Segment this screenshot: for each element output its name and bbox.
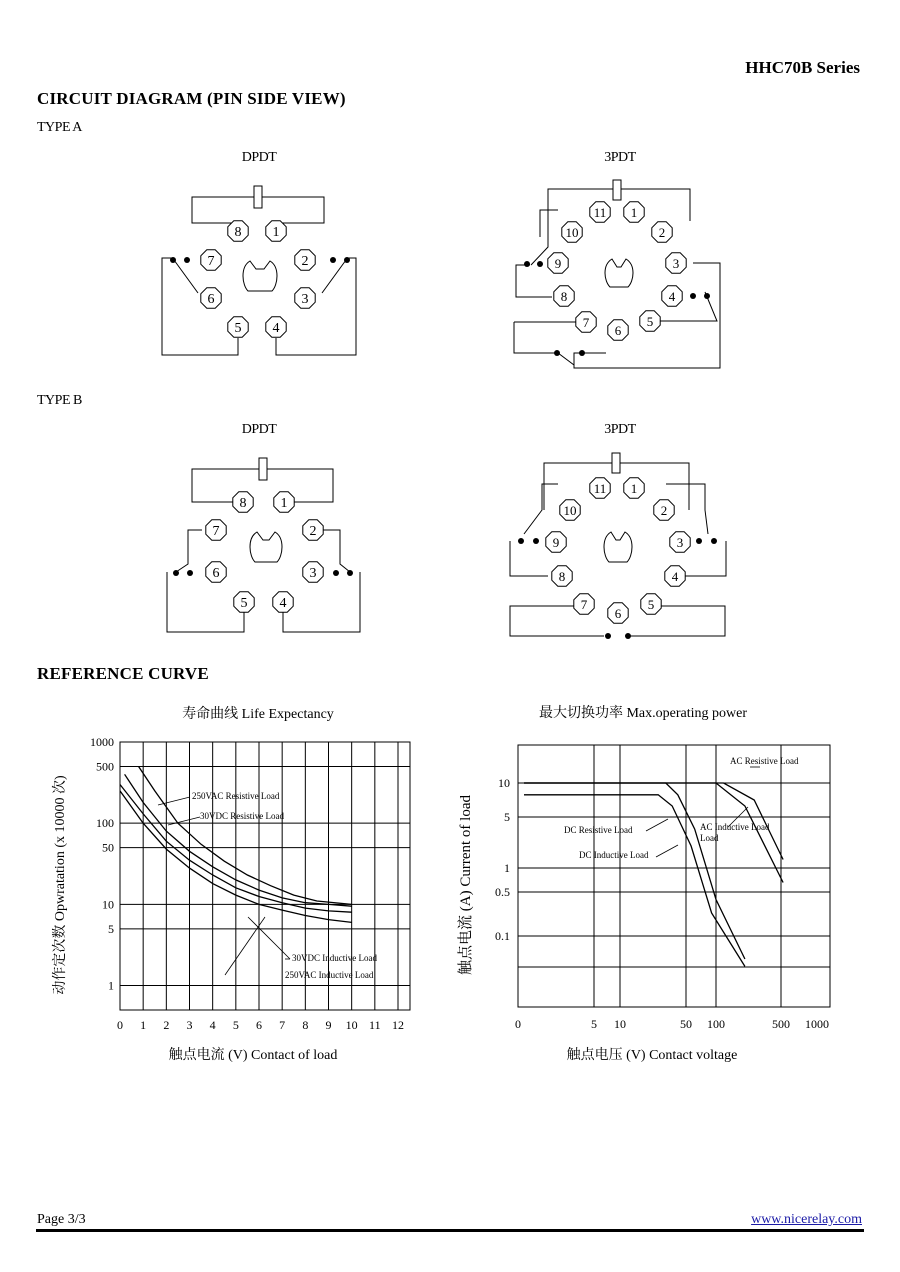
chart1-annotation-30vdc-resistive: 30VDC Resistive Load — [200, 811, 284, 821]
pin-label: 1 — [630, 481, 638, 496]
chart2-annotation-dc-inductive: DC Inductive Load — [579, 850, 649, 860]
x-tick-label: 50 — [680, 1017, 692, 1031]
x-tick-label: 5 — [591, 1017, 597, 1031]
chart1-annotation-30vdc-inductive: 30VDC Inductive Load — [292, 953, 377, 963]
pin-label: 8 — [560, 289, 568, 304]
y-tick-label: 100 — [96, 816, 114, 831]
chart2-y-label: 触点电流 (A) Current of load — [458, 795, 474, 975]
pin-label: 4 — [671, 569, 679, 584]
pin-label: 11 — [593, 205, 607, 220]
type-b-label: TYPE B — [37, 393, 82, 408]
pin-label: 9 — [554, 256, 562, 271]
pin-label: 5 — [240, 596, 248, 611]
pin-label: 5 — [646, 314, 654, 329]
pin-label: 10 — [565, 225, 579, 240]
life-expectancy-chart — [40, 695, 430, 1080]
x-tick-label: 2 — [163, 1018, 170, 1032]
pin-label: 6 — [614, 323, 622, 338]
pin-label: 8 — [558, 569, 566, 584]
pin-label: 3 — [301, 292, 309, 307]
pin-label: 4 — [668, 289, 676, 304]
x-tick-label: 9 — [325, 1018, 332, 1032]
y-tick-label: 5 — [108, 921, 114, 936]
x-tick-label: 500 — [772, 1017, 790, 1031]
chart1-annotation-250vac-resistive: 250VAC Resistive Load — [192, 791, 280, 801]
reference-curve-heading: REFERENCE CURVE — [37, 664, 209, 683]
chart2-x-label: 触点电压 (V) Contact voltage — [566, 1048, 738, 1063]
x-tick-label: 6 — [256, 1018, 262, 1032]
chart2-annotation-ac-resistive: AC Resistive Load — [730, 756, 799, 766]
pin-label: 5 — [234, 321, 242, 336]
y-tick-label: 10 — [498, 776, 510, 790]
chart2-annotation-dc-resistive: DC Resistive Load — [564, 825, 633, 835]
pin-label: 2 — [660, 503, 668, 518]
x-tick-label: 10 — [345, 1018, 358, 1032]
y-tick-label: 1 — [504, 861, 510, 875]
type-b-3pdt-diagram — [500, 448, 740, 648]
x-tick-label: 12 — [392, 1018, 404, 1032]
x-tick-label: 100 — [707, 1017, 725, 1031]
x-tick-label: 7 — [279, 1018, 286, 1032]
pin-label: 6 — [212, 566, 220, 581]
type-a-3pdt-diagram — [500, 175, 740, 380]
pin-label: 2 — [658, 225, 666, 240]
pin-label: 3 — [672, 256, 680, 271]
pin-label: 2 — [309, 524, 317, 539]
y-tick-label: 500 — [96, 759, 114, 774]
y-tick-label: 5 — [504, 810, 510, 824]
max-operating-power-chart — [448, 695, 868, 1080]
x-tick-label: 8 — [302, 1018, 309, 1032]
type-a-dpdt-diagram — [150, 175, 370, 365]
pin-label: 6 — [614, 606, 622, 621]
type-b-3pdt-label: 3PDT — [604, 422, 636, 437]
footer-rule — [36, 1229, 864, 1232]
series-line — [524, 783, 745, 959]
x-tick-label: 10 — [614, 1017, 626, 1031]
y-tick-label: 0.1 — [495, 929, 510, 943]
x-tick-label: 5 — [232, 1018, 239, 1032]
circuit-diagram-heading: CIRCUIT DIAGRAM (PIN SIDE VIEW) — [37, 89, 346, 108]
pin-label: 2 — [301, 254, 309, 269]
pin-label: 3 — [676, 535, 684, 550]
chart1-x-label: 触点电流 (V) Contact of load — [168, 1048, 338, 1063]
pin-label: 9 — [552, 535, 560, 550]
type-b-dpdt-label: DPDT — [241, 422, 277, 437]
pin-label: 3 — [309, 566, 317, 581]
pin-label: 7 — [582, 315, 590, 330]
pin-label: 10 — [563, 503, 577, 518]
pin-label: 4 — [272, 321, 280, 336]
type-a-3pdt-label: 3PDT — [604, 150, 636, 165]
y-tick-label: 10 — [102, 897, 114, 912]
x-tick-label: 4 — [209, 1018, 216, 1032]
x-tick-label: 0 — [515, 1017, 521, 1031]
chart1-annotation-250vac-inductive: 250VAC Inductive Load — [285, 970, 374, 980]
pin-label: 4 — [279, 596, 287, 611]
pin-label: 11 — [593, 481, 607, 496]
y-tick-label: 50 — [102, 840, 114, 855]
x-tick-label: 11 — [369, 1018, 381, 1032]
x-tick-label: 0 — [117, 1018, 123, 1032]
series-title: HHC70B Series — [745, 58, 860, 77]
pin-label: 7 — [580, 597, 588, 612]
series-line — [524, 795, 745, 967]
x-tick-label: 3 — [186, 1018, 193, 1032]
chart2-annotation-ac-inductive: AC Inductive Load — [700, 822, 770, 832]
pin-label: 1 — [630, 205, 638, 220]
x-tick-label: 1 — [140, 1018, 147, 1032]
chart2-title: 最大切换功率 Max.operating power — [538, 706, 748, 721]
pin-label: 7 — [207, 254, 215, 269]
y-tick-label: 0.5 — [495, 885, 510, 899]
type-b-dpdt-diagram — [150, 448, 370, 638]
y-tick-label: 1000 — [90, 735, 114, 749]
pin-label: 7 — [212, 524, 220, 539]
type-a-label: TYPE A — [37, 120, 82, 135]
website-link[interactable]: www.nicerelay.com — [751, 1212, 862, 1227]
pin-label: 1 — [272, 225, 280, 240]
pin-label: 5 — [647, 597, 655, 612]
y-tick-label: 1 — [108, 978, 114, 993]
chart1-y-label: 动作定次数 Opwratation (x 10000 次) — [53, 775, 68, 995]
pin-label: 8 — [239, 496, 247, 511]
chart2-annotation-ac-inductive-line2: Load — [700, 833, 719, 843]
type-a-dpdt-label: DPDT — [241, 150, 277, 165]
pin-label: 6 — [207, 292, 215, 307]
chart1-title: 寿命曲线 Life Expectancy — [182, 707, 334, 722]
x-tick-label: 1000 — [805, 1017, 829, 1031]
pin-label: 1 — [280, 496, 288, 511]
pin-label: 8 — [234, 225, 242, 240]
page-number: Page 3/3 — [37, 1212, 86, 1227]
